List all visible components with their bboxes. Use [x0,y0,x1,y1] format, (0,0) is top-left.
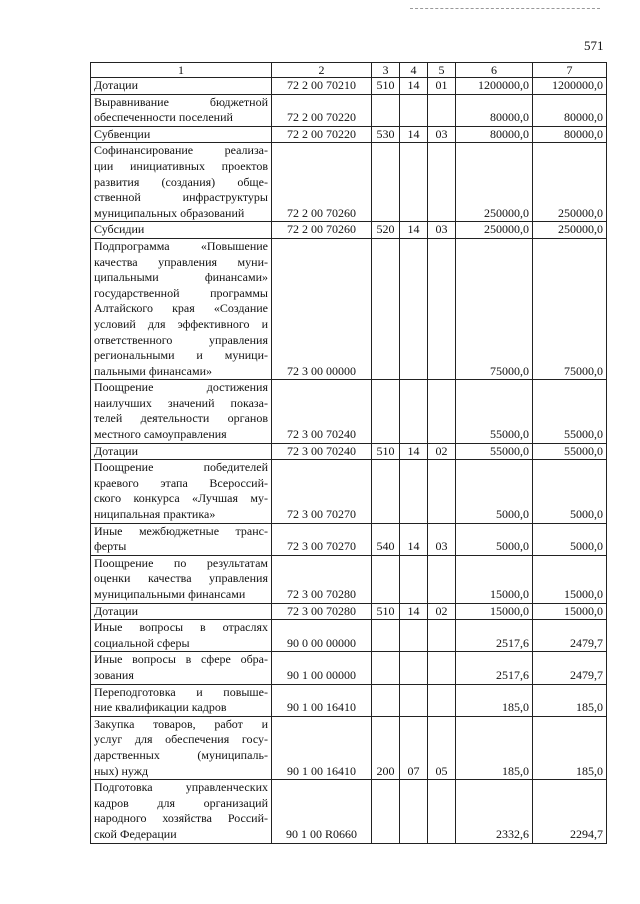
row-name-line: ского конкурса «Лучшая му- [94,491,268,506]
row-code-cell: 72 3 00 70240 [272,380,372,443]
row-col3-cell: 510 [372,443,400,460]
row-value7-cell: 75000,0 [533,238,607,379]
table-row [91,126,607,143]
row-name-line: муниципальными финансами [94,587,246,601]
header-cell: 7 [533,63,607,78]
row-name-cell [91,523,272,555]
header-cell: 6 [456,63,533,78]
row-col5-cell [428,652,456,684]
page-number: 571 [584,38,604,53]
row-name-line: зования [94,667,134,682]
row-col5-cell: 01 [428,78,456,95]
row-col3-cell: 510 [372,78,400,95]
row-code-cell: 72 3 00 70240 [272,443,372,460]
row-col5-cell [428,460,456,523]
table-row [91,238,607,379]
row-name-line: ответственного управления [94,332,268,347]
row-col5-cell [428,143,456,222]
row-value6-cell: 2332,6 [456,780,533,843]
row-name-line: ственной инфраструктуры [94,190,268,205]
row-name-cell [91,78,272,95]
row-value6-cell: 185,0 [456,684,533,716]
row-value7-cell: 5000,0 [533,523,607,555]
row-code-cell: 72 2 00 70260 [272,222,372,239]
row-name-line: развития (создания) обще- [94,174,268,189]
row-col3-cell: 200 [372,716,400,779]
row-name-line: Софинансирование реализа- [94,143,268,158]
table-row [91,143,607,222]
table-row [91,716,607,779]
row-code-cell: 72 2 00 70220 [272,126,372,143]
row-value7-cell: 55000,0 [533,443,607,460]
row-col3-cell: 540 [372,523,400,555]
row-name-line: качества управления муни- [94,254,268,269]
row-name-line: Алтайского края «Создание [94,301,268,316]
row-name-line: Субвенции [94,126,151,141]
row-col4-cell [400,460,428,523]
row-code-cell: 72 2 00 70220 [272,94,372,126]
row-col3-cell [372,380,400,443]
row-name-line: дарственных (муниципаль- [94,747,268,762]
row-col4-cell: 14 [400,443,428,460]
row-col4-cell: 14 [400,78,428,95]
row-value6-cell: 80000,0 [456,126,533,143]
row-value7-cell: 80000,0 [533,126,607,143]
row-col4-cell [400,555,428,603]
table-row [91,460,607,523]
row-value7-cell: 5000,0 [533,460,607,523]
row-value7-cell: 2479,7 [533,620,607,652]
row-col3-cell: 530 [372,126,400,143]
row-col5-cell: 03 [428,126,456,143]
header-cell: 5 [428,63,456,78]
table-row [91,523,607,555]
row-value6-cell: 1200000,0 [456,78,533,95]
row-value7-cell: 185,0 [533,684,607,716]
row-col4-cell [400,620,428,652]
row-code-cell: 72 3 00 70270 [272,523,372,555]
row-name-cell [91,143,272,222]
row-name-line: Поощрение достижения [94,380,268,395]
row-name-line: кадров для организаций [94,795,268,810]
table-row [91,555,607,603]
row-col4-cell: 14 [400,523,428,555]
row-name-line: условий для эффективного и [94,316,268,331]
row-code-cell: 72 3 00 70280 [272,555,372,603]
row-code-cell: 72 3 00 70270 [272,460,372,523]
row-col5-cell [428,555,456,603]
row-name-cell [91,380,272,443]
row-name-line: услуг для обеспечения госу- [94,732,268,747]
row-name-line: Подпрограмма «Повышение [94,238,268,253]
row-name-line: Выравнивание бюджетной [94,94,268,109]
row-value7-cell: 2479,7 [533,652,607,684]
row-value6-cell: 250000,0 [456,143,533,222]
row-col4-cell [400,94,428,126]
row-value7-cell: 2294,7 [533,780,607,843]
row-name-line: местного самоуправления [94,427,227,442]
row-col4-cell: 14 [400,126,428,143]
row-name-line: ции инициативных проектов [94,158,268,173]
row-name-line: государственной программы [94,285,268,300]
row-code-cell: 90 1 00 16410 [272,684,372,716]
row-name-line: Иные вопросы в отраслях [94,620,268,635]
row-name-line: оценки качества управления [94,571,268,586]
row-value7-cell: 80000,0 [533,94,607,126]
row-name-cell [91,238,272,379]
row-value7-cell: 15000,0 [533,603,607,620]
row-name-line: Дотации [94,443,139,458]
row-value7-cell: 15000,0 [533,555,607,603]
row-name-line: ниципальная практика» [94,507,216,522]
row-col4-cell [400,143,428,222]
row-col5-cell [428,94,456,126]
row-col3-cell [372,652,400,684]
table-row [91,603,607,620]
row-code-cell: 90 1 00 00000 [272,652,372,684]
row-name-line: ных) нужд [94,763,149,778]
row-name-cell [91,443,272,460]
row-col5-cell: 02 [428,443,456,460]
header-cell: 2 [272,63,372,78]
row-value7-cell: 185,0 [533,716,607,779]
row-name-cell [91,603,272,620]
row-col4-cell: 14 [400,603,428,620]
row-name-cell [91,460,272,523]
row-name-line: региональными и муници- [94,348,268,363]
row-value6-cell: 15000,0 [456,603,533,620]
row-col4-cell [400,238,428,379]
row-name-cell [91,126,272,143]
table-row [91,94,607,126]
top-edge-mark [410,8,600,9]
row-value6-cell: 250000,0 [456,222,533,239]
row-value6-cell: 5000,0 [456,523,533,555]
row-name-line: Иные межбюджетные транс- [94,523,268,538]
row-col5-cell: 03 [428,222,456,239]
row-col5-cell [428,620,456,652]
row-col3-cell [372,238,400,379]
table-row [91,652,607,684]
budget-table [90,62,607,844]
row-name-line: социальной сферы [94,635,190,650]
row-name-line: пальными финансами» [94,363,212,378]
row-value6-cell: 55000,0 [456,443,533,460]
row-value7-cell: 55000,0 [533,380,607,443]
row-col4-cell [400,380,428,443]
row-col4-cell [400,684,428,716]
row-col5-cell: 02 [428,603,456,620]
row-name-line: ферты [94,539,127,554]
row-col5-cell: 03 [428,523,456,555]
row-value6-cell: 55000,0 [456,380,533,443]
row-col4-cell: 07 [400,716,428,779]
row-col3-cell [372,620,400,652]
row-code-cell: 72 3 00 00000 [272,238,372,379]
row-col3-cell [372,143,400,222]
row-value7-cell: 250000,0 [533,222,607,239]
table-row [91,620,607,652]
row-col4-cell [400,780,428,843]
row-value6-cell: 2517,6 [456,652,533,684]
header-cell: 4 [400,63,428,78]
table-header-row [91,63,607,78]
table-row [91,78,607,95]
row-col3-cell [372,460,400,523]
row-col3-cell [372,555,400,603]
row-value7-cell: 1200000,0 [533,78,607,95]
header-cell: 1 [91,63,272,78]
row-code-cell: 90 1 00 16410 [272,716,372,779]
table-row [91,684,607,716]
row-col4-cell: 14 [400,222,428,239]
row-name-cell [91,222,272,239]
row-name-line: Поощрение победителей [94,460,268,475]
row-value6-cell: 2517,6 [456,620,533,652]
row-name-line: Подготовка управленческих [94,780,268,795]
row-name-line: Субсидии [94,222,145,237]
table-row [91,443,607,460]
row-name-cell [91,555,272,603]
row-name-line: Переподготовка и повыше- [94,684,268,699]
row-name-line: народного хозяйства Россий- [94,811,268,826]
row-code-cell: 72 2 00 70210 [272,78,372,95]
row-col5-cell [428,380,456,443]
row-name-line: муниципальных образований [94,205,245,220]
row-name-cell [91,684,272,716]
row-value6-cell: 15000,0 [456,555,533,603]
row-name-cell [91,620,272,652]
row-col4-cell [400,652,428,684]
row-col5-cell: 05 [428,716,456,779]
row-col5-cell [428,780,456,843]
row-col3-cell: 510 [372,603,400,620]
row-col5-cell [428,684,456,716]
row-value6-cell: 80000,0 [456,94,533,126]
table-row [91,222,607,239]
row-name-line: Дотации [94,603,139,618]
row-value7-cell: 250000,0 [533,143,607,222]
row-name-line: краевого этапа Всероссий- [94,475,268,490]
row-name-line: ципальными финансами» [94,270,268,285]
row-name-cell [91,716,272,779]
table-row [91,780,607,843]
row-value6-cell: 75000,0 [456,238,533,379]
row-col3-cell [372,94,400,126]
row-name-line: телей деятельности органов [94,411,268,426]
row-col3-cell [372,780,400,843]
row-name-line: Иные вопросы в сфере обра- [94,652,268,667]
row-code-cell: 72 3 00 70280 [272,603,372,620]
row-name-line: обеспеченности поселений [94,110,233,125]
row-code-cell: 90 1 00 R0660 [272,780,372,843]
row-col3-cell [372,684,400,716]
row-name-line: Дотации [94,78,139,92]
row-name-line: ской Федерации [94,826,177,841]
row-name-line: Закупка товаров, работ и [94,716,268,731]
table-row [91,380,607,443]
row-code-cell: 72 2 00 70260 [272,143,372,222]
row-name-line: Поощрение по результатам [94,555,268,570]
row-value6-cell: 185,0 [456,716,533,779]
row-name-line: наилучших значений показа- [94,395,268,410]
row-name-line: ние квалификации кадров [94,700,227,715]
row-name-cell [91,780,272,843]
row-name-cell [91,94,272,126]
row-col3-cell: 520 [372,222,400,239]
header-cell: 3 [372,63,400,78]
row-name-cell [91,652,272,684]
row-value6-cell: 5000,0 [456,460,533,523]
row-col5-cell [428,238,456,379]
row-code-cell: 90 0 00 00000 [272,620,372,652]
